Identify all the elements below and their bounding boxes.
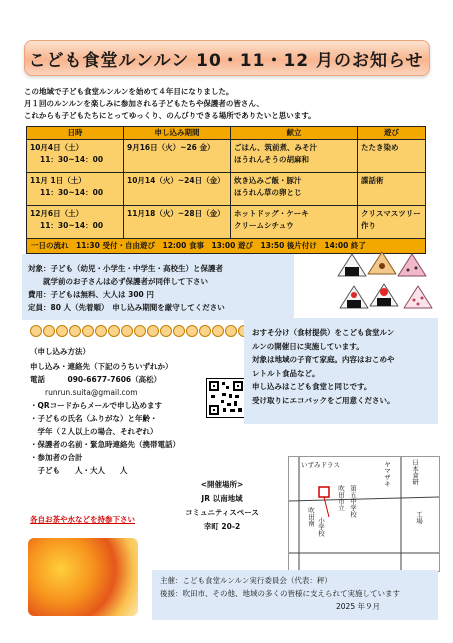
map-label-yamazaki: ヤマザキ: [383, 461, 391, 487]
intro-line-1: この地域で子ども食堂ルンルンを始めて４年目になりました。: [24, 87, 234, 96]
table-row: [27, 140, 426, 173]
child-face-icon: [43, 325, 55, 337]
rice-ball-icon: [404, 286, 432, 308]
map-label-school-2: 第五中学校: [349, 485, 357, 518]
map-label-nihon-shokken: 日本食研: [411, 459, 419, 485]
table-row: [27, 206, 426, 239]
notice-line-4: レトルト食品など。: [252, 368, 320, 378]
rice-ball-icon: [340, 286, 368, 308]
row-period: 10月14（火）~24日（金）: [124, 173, 231, 206]
col-period: 申し込み期間: [124, 127, 231, 140]
food-share-notice: [244, 318, 438, 424]
apply-item-grade: 学年（２人以上の場合、それぞれ）: [30, 427, 158, 436]
venue-line-2: コミュニティスペース: [185, 508, 259, 517]
intro-line-2: 月１回のルンルンを楽しみに参加される子どもたちや保護者の皆さん、: [24, 99, 264, 108]
qr-code-icon[interactable]: [206, 378, 246, 418]
schedule-header-row: [27, 127, 426, 140]
venue-line-1: JR 以南地域: [201, 494, 243, 503]
footer-box: [152, 570, 438, 620]
apply-item-count: 子ども 人・大人 人: [30, 466, 128, 475]
rice-ball-icon: [368, 252, 396, 274]
map-label-factory: 工場: [415, 511, 423, 524]
child-face-icon: [121, 325, 133, 337]
col-menu: 献立: [231, 127, 358, 140]
row-period: 9月16日（火）~26 金）: [124, 140, 231, 173]
footer-date: 2025 年９月: [336, 602, 380, 611]
child-face-icon: [69, 325, 81, 337]
autumn-leaves-image: [28, 538, 138, 616]
child-face-icon: [225, 325, 237, 337]
child-face-icon: [82, 325, 94, 337]
notice-line-5: 申し込みはこども食堂と同じです。: [252, 382, 372, 391]
row-menu-2: ほうれんそうの胡麻和: [234, 155, 309, 164]
row-menu-1: 炊き込みご飯・豚汁: [234, 176, 302, 185]
apply-contact: 申し込み・連絡先（下記のうちいずれか）: [30, 362, 173, 371]
row-date: 11月 1日（土）: [30, 176, 86, 185]
child-face-icon: [160, 325, 172, 337]
table-row: [27, 173, 426, 206]
child-face-icon: [212, 325, 224, 337]
row-period: 11月18（火）~28日（金）: [124, 206, 231, 239]
info-cost: 費用：子どもは無料、大人は 300 円: [28, 290, 154, 299]
row-play: 諜話術: [358, 173, 426, 206]
apply-item-total: ・参加者の合計: [30, 453, 83, 462]
info-box: [22, 254, 294, 320]
row-menu-2: ほうれん草の卵とじ: [234, 188, 302, 197]
venue-heading: <開催場所>: [200, 480, 244, 489]
map-label-minami: 吹田南: [307, 507, 315, 527]
bring-drink-note: 各自お茶や水などを持参下さい: [30, 515, 135, 524]
col-play: 遊び: [358, 127, 426, 140]
apply-item-name: ・子どもの氏名（ふりがな）と年齢・: [30, 414, 158, 423]
footer-organizer: 主催：こども食堂ルンルン実行委員会（代表：秤）: [160, 576, 332, 585]
row-play: たたき染め: [358, 140, 426, 173]
map-label-drugstore: いずみドラス: [301, 461, 340, 469]
apply-item-guardian: ・保護者の名前・緊急時連絡先（携帯電話）: [30, 440, 180, 449]
child-face-icon: [186, 325, 198, 337]
onigiri-illustration: [332, 248, 442, 316]
apply-item-qr: ・QRコードからメールで申し込めます: [30, 401, 162, 410]
notice-line-6: 受け取りにエコバックをご用意ください。: [252, 395, 395, 405]
row-date: 12月6日（土）: [30, 209, 84, 218]
child-face-icon: [147, 325, 159, 337]
row-time: 11：30~14：00: [40, 155, 104, 164]
hand-drawn-map: [288, 456, 440, 572]
notice-line-1: おすそ分け（食材提供）をこども食堂ルン: [252, 328, 395, 337]
children-border: [30, 325, 264, 340]
row-time: 11：30~14：00: [40, 221, 104, 230]
info-target-note: 就学前のお子さんは必ず保護者が同伴して下さい: [28, 277, 208, 286]
page-title: こども食堂ルンルン 10・11・12 月のお知らせ: [28, 51, 424, 71]
col-date: 日時: [27, 127, 124, 140]
info-capacity: 定員：80 人（先着順） 申し込み期間を厳守してください: [28, 303, 225, 312]
rice-ball-icon: [370, 284, 398, 306]
child-face-icon: [173, 325, 185, 337]
venue-block: [166, 478, 278, 534]
apply-details: [30, 360, 180, 477]
info-target: 対象：子ども（幼児・小学生・中学生・高校生）と保護者: [28, 264, 223, 273]
child-face-icon: [30, 325, 42, 337]
row-menu-1: ホットドッグ・ケーキ: [234, 209, 309, 218]
footer-support: 後援：吹田市、その他、地域の多くの皆様に支えられて実施しています: [160, 589, 400, 598]
map-label-school-1: 吹田市立: [337, 485, 345, 511]
child-face-icon: [108, 325, 120, 337]
child-face-icon: [95, 325, 107, 337]
child-face-icon: [134, 325, 146, 337]
day-flow: 一日の流れ 11:30 受付・自由遊び 12:00 食事 13:00 遊び 13:50 後片付け 14:00 終了: [27, 239, 426, 254]
map-label-elementary: 小学校: [317, 517, 325, 537]
schedule-table: [26, 126, 426, 254]
rice-ball-icon: [338, 254, 366, 276]
apply-heading: （申し込み方法）: [30, 347, 90, 356]
venue-line-3: 幸町 20-2: [203, 522, 241, 531]
row-menu-2: クリームシチュウ: [234, 221, 294, 230]
row-time: 11：30~14：00: [40, 188, 104, 197]
rice-ball-icon: [398, 254, 426, 276]
row-menu-1: ごはん、筑前煮、みそ汁: [234, 143, 317, 152]
notice-line-2: ルンの開催日に実施しています。: [252, 341, 364, 351]
apply-email[interactable]: runrun.suita@gmail.com: [30, 388, 138, 397]
apply-phone: 電話 090-6677-7606（高松）: [30, 375, 162, 384]
child-face-icon: [56, 325, 68, 337]
child-face-icon: [199, 325, 211, 337]
notice-line-3: 対象は地域の子育て家庭。内容はおこめや: [252, 355, 395, 364]
row-date: 10月4日（土）: [30, 143, 84, 152]
intro-line-3: これからも子どもたちにとってゆっくり、のんびりできる場所でありたいと思います。: [24, 111, 316, 120]
row-play: クリスマスツリー作り: [358, 206, 426, 239]
